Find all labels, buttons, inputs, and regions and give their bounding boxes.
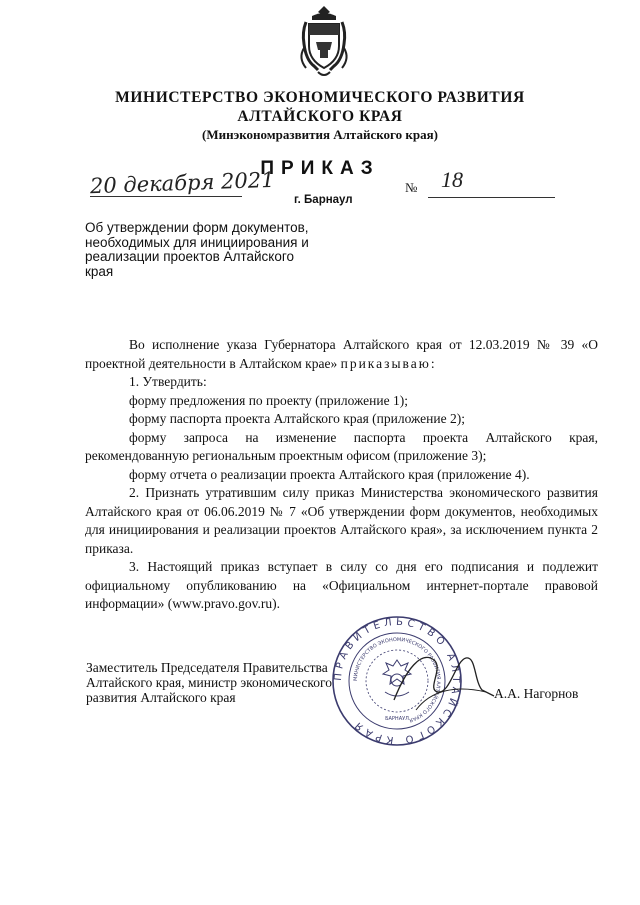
signer-name: А.А. Нагорнов xyxy=(494,686,579,701)
subject-line: необходимых для инициирования и xyxy=(85,234,309,250)
date-underline xyxy=(90,196,242,197)
order-number-handwritten: 18 xyxy=(441,167,463,192)
ministry-name-line1: МИНИСТЕРСТВО ЭКОНОМИЧЕСКОГО РАЗВИТИЯ xyxy=(115,89,525,106)
subject-line: Об утверждении форм документов, xyxy=(85,220,309,235)
ministry-name-line2: АЛТАЙСКОГО КРАЯ xyxy=(237,108,403,125)
item-2: 2. Признать утратившим силу приказ Министерства экономического развития Алтайского края от 06.06.2019 № 7 «Об утверждении форм документов, необходимых для инициирования и реализации проектов Алтайского края», за исключением пункта 2 приказа. xyxy=(85,485,598,556)
order-title: ПРИКАЗ xyxy=(260,158,380,179)
city: г. Барнаул xyxy=(294,194,353,206)
order-subject xyxy=(85,221,335,279)
signer-position-line: Заместитель Председателя Правительства xyxy=(86,660,328,675)
intro-paragraph xyxy=(85,336,598,373)
item-3: 3. Настоящий приказ вступает в силу со дня его подписания и подлежит официальному опубликованию на «Официальном интернет-портале правовой информации» (www.pravo.gov.ru). xyxy=(85,559,598,611)
handwritten-signature-icon xyxy=(386,630,496,730)
svg-text:МИНИСТЕРСТВО ЭКОНОМИЧЕСКОГО РА: МИНИСТЕРСТВО ЭКОНОМИЧЕСКОГО РАЗВИТИЯ АЛТАЙСКОГО КРАЯ xyxy=(352,636,442,723)
item-1-a: форму предложения по проекту (приложение 1); xyxy=(129,392,408,408)
item-1-d: форму отчета о реализации проекта Алтайского края (приложение 4). xyxy=(129,466,530,482)
subject-line: реализации проектов Алтайского xyxy=(85,249,294,264)
intro-command: приказываю: xyxy=(340,355,437,371)
item-1-b: форму паспорта проекта Алтайского края (приложение 2); xyxy=(129,411,465,426)
signer-position xyxy=(86,660,332,705)
svg-text:ПРАВИТЕЛЬСТВО АЛТАЙСКОГО КРАЯ: ПРАВИТЕЛЬСТВО АЛТАЙСКОГО КРАЯ xyxy=(332,616,462,746)
signer-position-line: развития Алтайского края xyxy=(86,690,236,705)
subject-line: края xyxy=(85,263,114,279)
order-date-handwritten: 20 декабря 2021 xyxy=(89,167,275,199)
item-1: 1. Утвердить: xyxy=(129,374,207,389)
order-body xyxy=(85,336,598,614)
svg-text:БАРНАУЛ: БАРНАУЛ xyxy=(385,716,409,722)
intro-text: Во исполнение указа Губернатора Алтайского края от 12.03.2019 № 39 «О проектной деятельности в Алтайском крае» xyxy=(85,337,598,371)
item-1-c: форму запроса на изменение паспорта проекта Алтайского края, рекомендованную региональным проектным офисом (приложение 3); xyxy=(85,429,598,463)
altai-krai-coat-of-arms-icon xyxy=(292,4,356,82)
number-sign: № xyxy=(405,180,418,195)
number-underline xyxy=(428,197,555,198)
ministry-short-name: (Минэкономразвития Алтайского края) xyxy=(202,127,438,142)
signer-position-line: Алтайского края, министр экономического xyxy=(86,675,332,690)
